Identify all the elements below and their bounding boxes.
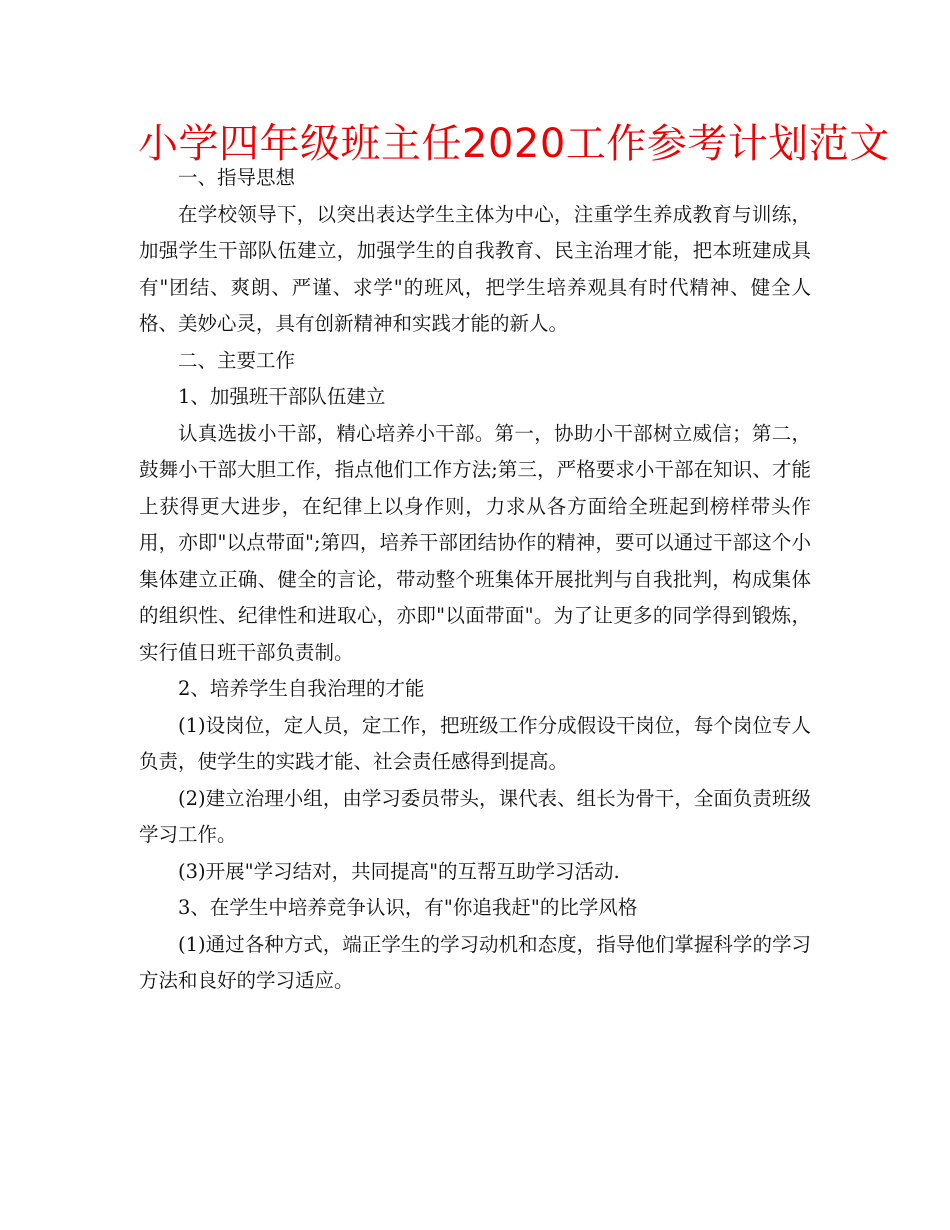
list-item-posts: (1)设岗位，定人员，定工作，把班级工作分成假设干岗位，每个岗位专人负责，使学生的实践才能、社会责任感得到提高。 xyxy=(139,713,811,773)
subheading-self-management: 2、培养学生自我治理的才能 xyxy=(178,677,425,700)
list-item-management-group: (2)建立治理小组，由学习委员带头，课代表、组长为骨干，全面负责班级学习工作。 xyxy=(139,786,811,846)
subheading-class-cadre: 1、加强班干部队伍建立 xyxy=(178,385,386,408)
paragraph-guiding-thought: 在学校领导下，以突出表达学生主体为中心，注重学生养成教育与训练，加强学生干部队伍建立，加强学生的自我教育、民主治理才能，把本班建成具有"团结、爽朗、严谨、求学"的班风，把学生培养观具有时代精神、健全人格、美妙心灵，具有创新精神和实践才能的新人。 xyxy=(139,202,811,335)
section-heading-guiding-thought: 一、指导思想 xyxy=(178,166,296,189)
list-item-study-pairs: (3)开展"学习结对，共同提高"的互帮互助学习活动. xyxy=(178,859,620,883)
list-item-learning-motivation: (1)通过各种方式，端正学生的学习动机和态度，指导他们掌握科学的学习方法和良好的学习适应。 xyxy=(139,932,811,992)
document-body xyxy=(139,160,811,1000)
paragraph-class-cadre: 认真选拔小干部，精心培养小干部。第一，协助小干部树立威信；第二，鼓舞小干部大胆工作，指点他们工作方法;第三，严格要求小干部在知识、才能上获得更大进步，在纪律上以身作则，力求从各方面给全班起到榜样带头作用，亦即"以点带面";第四，培养干部团结协作的精神，要可以通过干部这个小集体建立正确、健全的言论，带动整个班集体开展批判与自我批判，构成集体的组织性、纪律性和进取心，亦即"以面带面"。为了让更多的同学得到锻炼，实行值日班干部负责制。 xyxy=(139,421,811,664)
document-title: 小学四年级班主任2020工作参考计划范文 xyxy=(138,121,890,167)
subheading-competition: 3、在学生中培养竞争认识，有"你追我赶"的比学风格 xyxy=(178,896,638,919)
section-heading-main-work: 二、主要工作 xyxy=(178,348,296,372)
